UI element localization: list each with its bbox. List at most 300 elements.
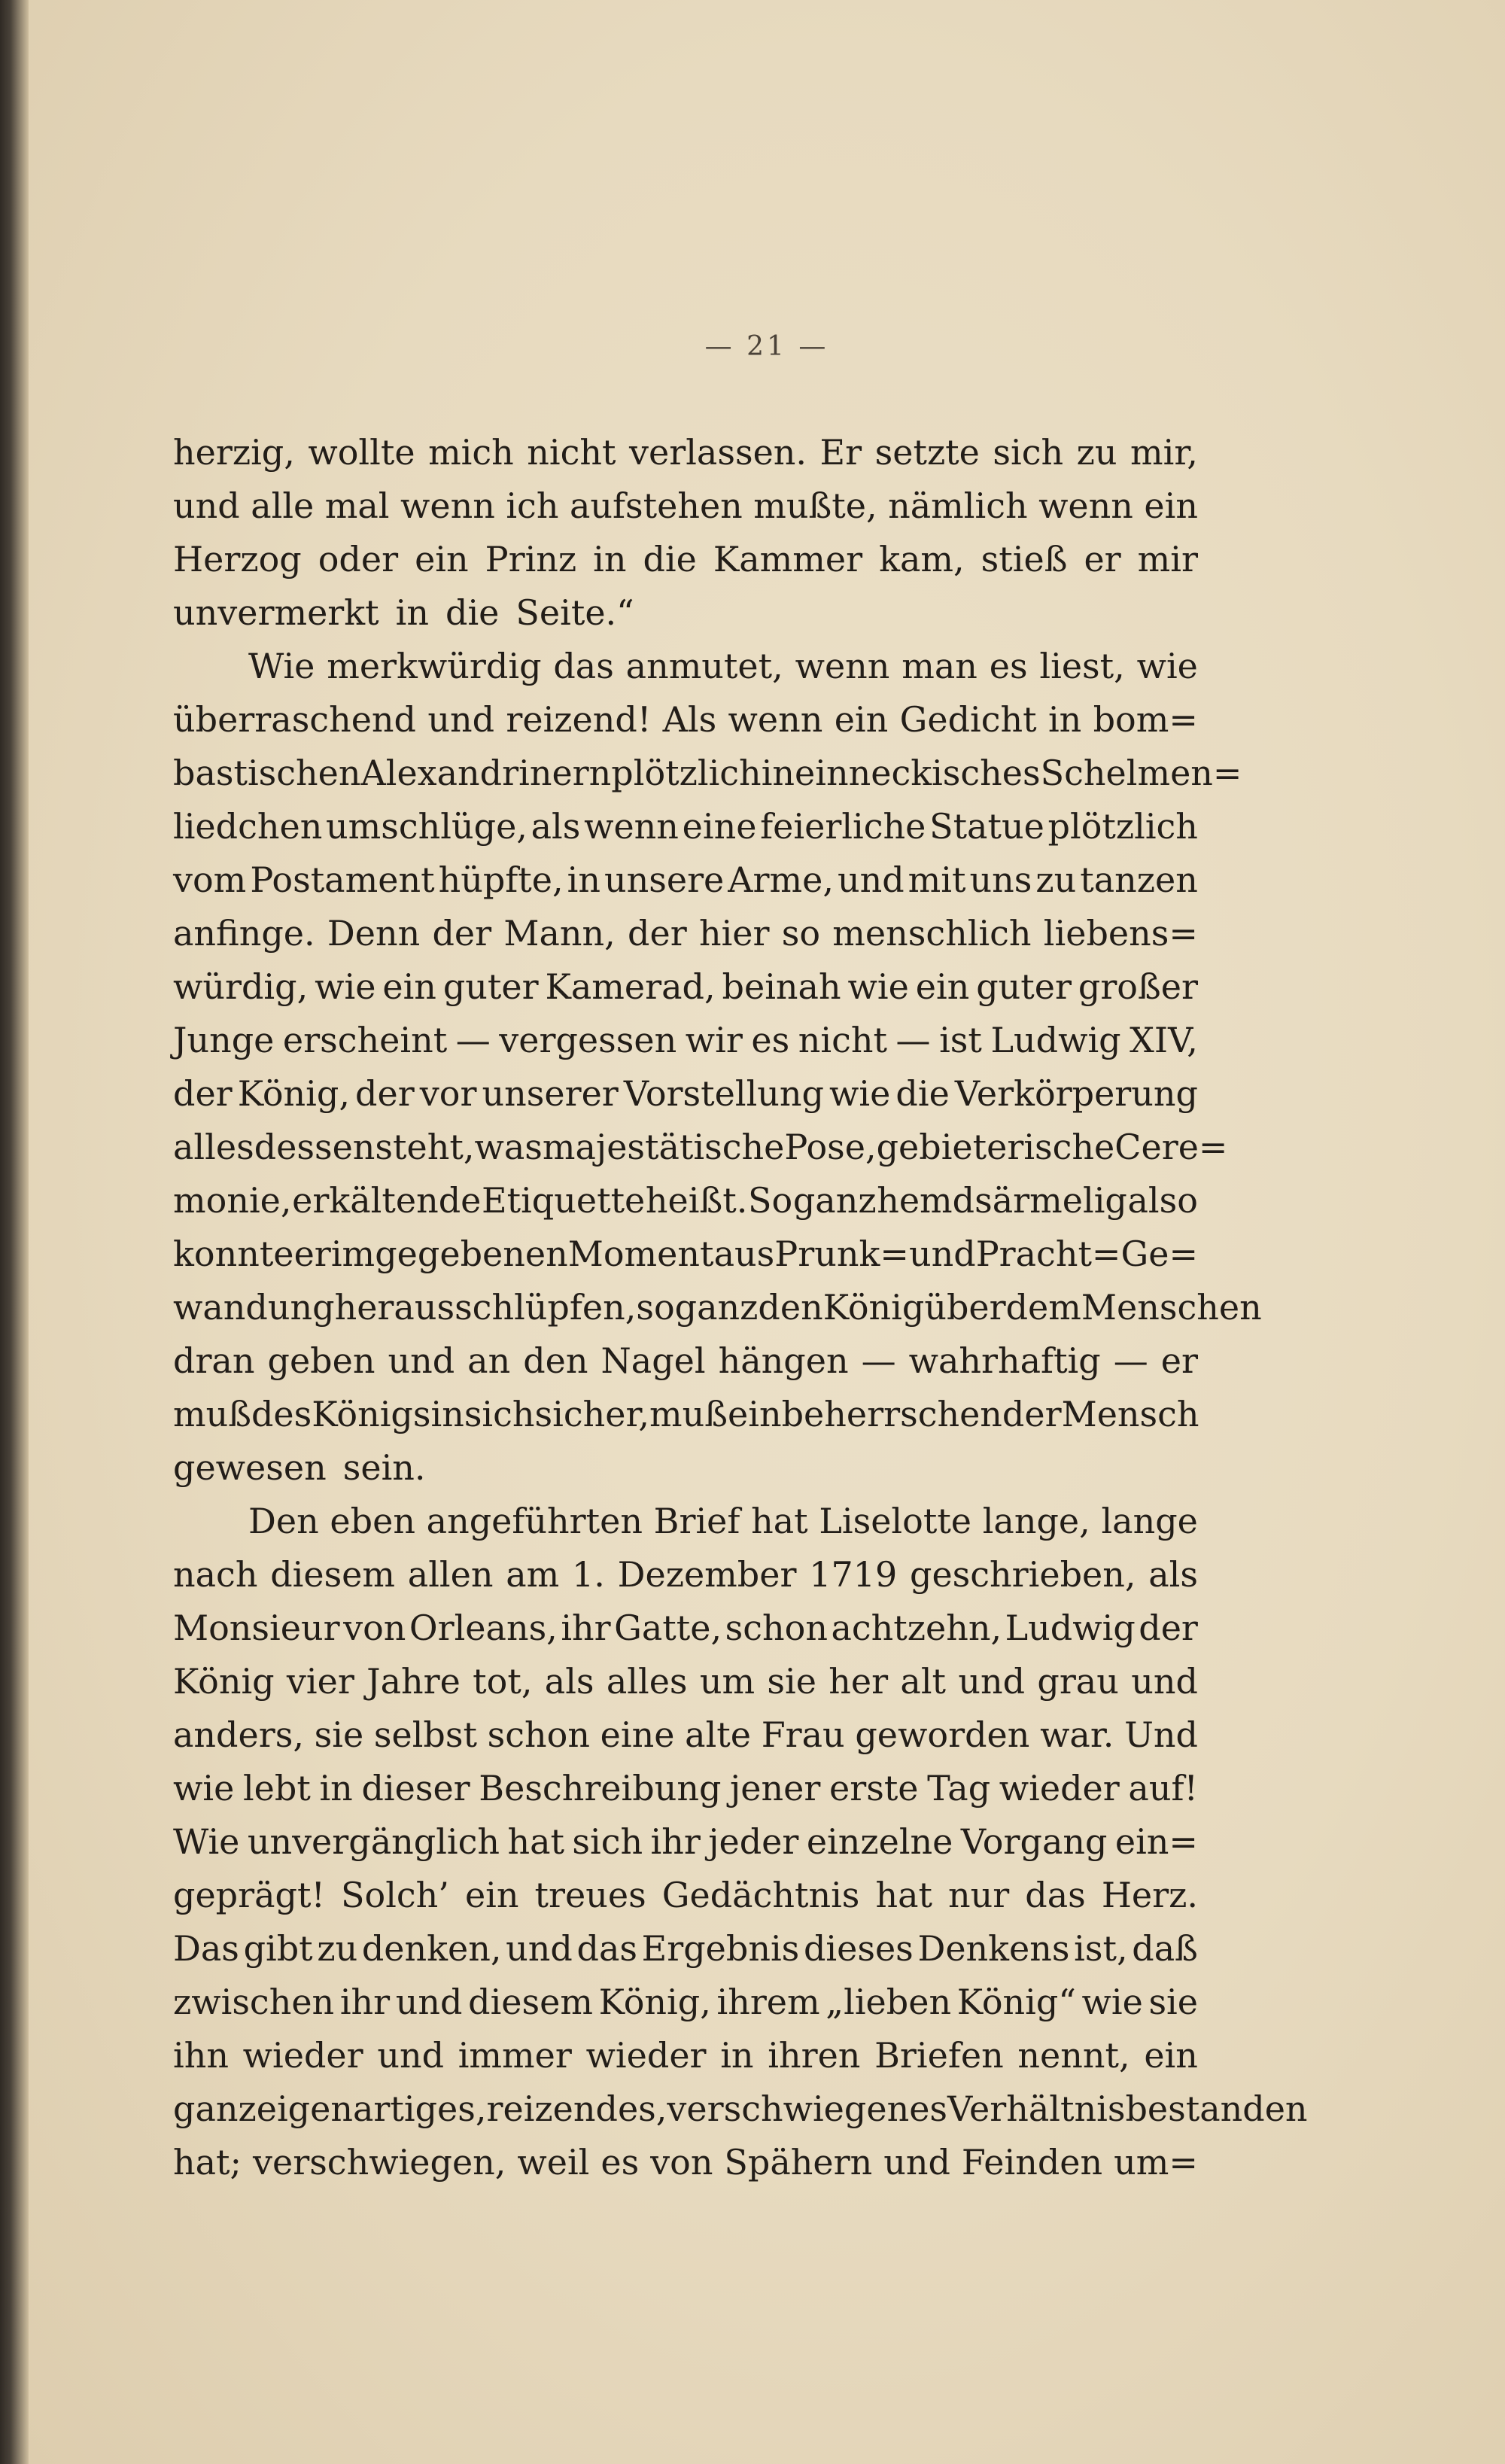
word: hat	[751, 1501, 808, 1541]
word: alles	[173, 1127, 254, 1167]
word: einzelne	[806, 1821, 953, 1862]
word: muß	[649, 1394, 728, 1434]
word: Feinden	[961, 2142, 1103, 2183]
word: Etiquette	[482, 1180, 646, 1221]
word: wahrhaftig	[908, 1340, 1101, 1381]
word: eben	[330, 1501, 415, 1541]
word: achtzehn,	[831, 1608, 1002, 1648]
word: wenn	[795, 646, 890, 686]
text-line	[173, 1334, 1198, 1388]
word: Den	[248, 1501, 319, 1541]
word: dessen	[254, 1127, 375, 1167]
word: dem	[1005, 1287, 1081, 1328]
word: nicht	[798, 1020, 887, 1060]
text-line	[173, 1922, 1198, 1976]
word: ganz	[173, 2088, 257, 2129]
word: über	[924, 1287, 1006, 1328]
word: die	[643, 539, 697, 579]
word: Frau	[761, 1714, 845, 1755]
text-line	[173, 853, 1198, 907]
word: zu	[317, 1928, 358, 1969]
word: war.	[1040, 1714, 1114, 1755]
word: als	[531, 806, 581, 847]
word: ein=	[1114, 1821, 1198, 1862]
word: und	[427, 699, 495, 740]
word: ein	[464, 1875, 519, 1915]
word: ein	[415, 539, 469, 579]
paragraph-start-line	[173, 1495, 1198, 1548]
text-line	[173, 479, 1198, 533]
word: Dezember	[617, 1554, 797, 1595]
word: wollte	[308, 432, 415, 473]
word: ist,	[1074, 1928, 1128, 1969]
word: ein	[834, 699, 889, 740]
word: Statue	[929, 806, 1044, 847]
word: aufstehen	[569, 485, 743, 526]
word: Vorgang	[960, 1821, 1108, 1862]
word: von	[343, 1608, 406, 1648]
word: auf!	[1128, 1768, 1198, 1808]
word: ich	[506, 485, 559, 526]
word: sich	[464, 1394, 535, 1434]
word: König,	[237, 1073, 350, 1114]
word: ein	[728, 1394, 782, 1434]
word: in	[1047, 699, 1082, 740]
word: ihr	[561, 1608, 611, 1648]
text-line	[173, 1548, 1198, 1602]
word: gewesen	[173, 1447, 327, 1488]
word: Junge	[173, 1020, 275, 1060]
word: zwischen	[173, 1982, 335, 2022]
word: unvermerkt	[173, 592, 379, 633]
word: zu	[1076, 432, 1117, 473]
word: Denn	[327, 913, 421, 954]
word: hat	[507, 1821, 564, 1862]
word: denken,	[361, 1928, 502, 1969]
word: er	[1084, 539, 1121, 579]
word: reizendes,	[486, 2088, 667, 2129]
paragraph-start-line	[173, 640, 1198, 693]
word: großer	[1078, 966, 1198, 1007]
word: beherrschender	[781, 1394, 1062, 1434]
word: zu	[1035, 859, 1077, 900]
word: der	[432, 913, 492, 954]
word: um=	[1114, 2142, 1198, 2183]
word: diesem	[468, 1982, 593, 2022]
word: unserer	[482, 1073, 619, 1114]
word: oder	[318, 539, 399, 579]
word: mal	[324, 485, 390, 526]
word: Und	[1124, 1714, 1198, 1755]
word: Nagel	[600, 1340, 706, 1381]
word: Königs	[312, 1394, 431, 1434]
word: Das	[173, 1928, 239, 1969]
word: ein	[915, 966, 970, 1007]
word: am	[506, 1554, 560, 1595]
text-line	[173, 1281, 1262, 1334]
word: —	[1113, 1340, 1148, 1381]
word: Gatte,	[614, 1608, 722, 1648]
word: alle	[251, 485, 315, 526]
word: Liselotte	[819, 1501, 972, 1541]
word: der	[173, 1073, 233, 1114]
word: dieses	[803, 1928, 914, 1969]
word: Ergebnis	[641, 1928, 800, 1969]
word: so	[636, 1287, 675, 1328]
word: in	[593, 539, 627, 579]
word: in	[567, 859, 600, 900]
word: Mensch	[1061, 1394, 1199, 1434]
word: bestanden	[1125, 2088, 1308, 2129]
word: feierliche	[760, 806, 926, 847]
word: diesem	[270, 1554, 396, 1595]
text-line	[173, 693, 1198, 747]
word: wie	[315, 966, 376, 1007]
text-line	[173, 1762, 1198, 1815]
word: es	[600, 2142, 640, 2183]
word: also	[1127, 1180, 1198, 1221]
word: vom	[173, 859, 247, 900]
word: in	[761, 753, 795, 793]
text-line	[173, 1708, 1198, 1762]
word: herausschlüpfen,	[334, 1287, 637, 1328]
word: verschwiegenes	[667, 2088, 948, 2129]
word: verlassen.	[629, 432, 807, 473]
word: in	[430, 1394, 464, 1434]
word: König“	[956, 1982, 1076, 2022]
word: sie	[767, 1661, 816, 1702]
word: in	[395, 592, 429, 633]
word: wie	[173, 1768, 235, 1808]
word: Gedächtnis	[661, 1875, 860, 1915]
word: Ludwig	[1005, 1608, 1136, 1648]
word: würdig,	[173, 966, 309, 1007]
word: den	[758, 1287, 823, 1328]
body-text	[173, 426, 1308, 2189]
word: lebt	[242, 1768, 311, 1808]
word: hemdsärmelig	[877, 1180, 1127, 1221]
word: Alexandrinern	[360, 753, 612, 793]
word: erkältende	[292, 1180, 482, 1221]
word: mir,	[1130, 432, 1198, 473]
word: mit	[908, 859, 966, 900]
word: hat	[875, 1875, 932, 1915]
word: und	[958, 1661, 1026, 1702]
word: schon	[725, 1608, 828, 1648]
word: heißt.	[645, 1180, 748, 1221]
word: alles	[606, 1661, 688, 1702]
word: Verkörperung	[954, 1073, 1198, 1114]
word: Wie	[248, 646, 315, 686]
word: geprägt!	[173, 1875, 325, 1915]
word: allen	[407, 1554, 494, 1595]
word: beinah	[722, 966, 841, 1007]
word: ihr	[650, 1821, 701, 1862]
word: Herz.	[1101, 1875, 1198, 1915]
word: Verhältnis	[947, 2088, 1126, 2129]
word: das	[1025, 1875, 1086, 1915]
word: plötzlich	[1047, 806, 1198, 847]
word: ist	[939, 1020, 982, 1060]
word: —	[861, 1340, 896, 1381]
word: Mann,	[503, 913, 616, 954]
word: er	[1160, 1340, 1198, 1381]
word: anmutet,	[625, 646, 783, 686]
word: und	[388, 1340, 455, 1381]
word: XIV,	[1130, 1020, 1198, 1060]
word: muß	[173, 1394, 251, 1434]
text-line	[173, 960, 1198, 1014]
word: tanzen	[1080, 859, 1198, 900]
word: grau	[1037, 1661, 1119, 1702]
word: Pose,	[784, 1127, 877, 1167]
word: herzig,	[173, 432, 295, 473]
word: guter	[442, 966, 539, 1007]
word: mir	[1137, 539, 1198, 579]
word: Beschreibung	[479, 1768, 722, 1808]
word: wenn	[1038, 485, 1133, 526]
word: er	[293, 1234, 331, 1274]
word: —	[895, 1020, 931, 1060]
word: wandung	[173, 1287, 335, 1328]
word: ihr	[339, 1982, 391, 2022]
word: als	[1148, 1554, 1198, 1595]
word: der	[628, 913, 687, 954]
word: mußte,	[753, 485, 877, 526]
word: sicher,	[534, 1394, 650, 1434]
word: vier	[286, 1661, 354, 1702]
word: und	[837, 859, 905, 900]
word: steht,	[375, 1127, 475, 1167]
word: eine	[600, 1714, 675, 1755]
word: unsere	[604, 859, 725, 900]
word: und	[506, 1928, 573, 1969]
word: unvergänglich	[247, 1821, 500, 1862]
word: nämlich	[888, 485, 1028, 526]
word: nicht	[527, 432, 616, 473]
word: ein	[1144, 485, 1198, 526]
word: wenn	[728, 699, 823, 740]
text-line	[173, 586, 1198, 640]
word: So	[747, 1180, 793, 1221]
word: erscheint	[282, 1020, 448, 1060]
word: wie	[847, 966, 909, 1007]
word: dran	[173, 1340, 255, 1381]
word: sich	[572, 1821, 643, 1862]
word: Kammer	[713, 539, 863, 579]
word: Wie	[173, 1821, 240, 1862]
text-line	[173, 1067, 1198, 1121]
word: wie	[1136, 646, 1198, 686]
word: und	[395, 1982, 463, 2022]
text-line	[173, 800, 1198, 853]
word: Seite.“	[515, 592, 634, 633]
word: und	[908, 1234, 976, 1274]
word: vergessen	[499, 1020, 677, 1060]
word: König	[173, 1661, 275, 1702]
word: Herzog	[173, 539, 302, 579]
text-line	[173, 1602, 1198, 1655]
word: anfinge.	[173, 913, 315, 954]
word: König,	[598, 1982, 711, 2022]
text-line	[173, 1121, 1228, 1174]
word: ganz	[674, 1287, 759, 1328]
word: an	[467, 1340, 511, 1381]
word: gegebenen	[375, 1234, 568, 1274]
word: daß	[1132, 1928, 1198, 1969]
word: man	[901, 646, 977, 686]
word: gibt	[243, 1928, 313, 1969]
word: jeder	[708, 1821, 799, 1862]
word: liest,	[1039, 646, 1125, 686]
word: Briefen	[874, 2035, 1004, 2076]
word: her	[829, 1661, 889, 1702]
word: sie	[1148, 1982, 1198, 2022]
text-line	[173, 2029, 1198, 2082]
word: ein	[1144, 2035, 1198, 2076]
text-line	[173, 1441, 1198, 1495]
word: sein.	[342, 1447, 426, 1488]
word: Brief	[653, 1501, 740, 1541]
word: Postament	[250, 859, 435, 900]
word: um	[699, 1661, 756, 1702]
word: hier	[698, 913, 770, 954]
text-line	[173, 1815, 1198, 1869]
book-page	[29, 0, 1505, 2464]
word: so	[781, 913, 821, 954]
word: das	[553, 646, 614, 686]
word: bom=	[1093, 699, 1198, 740]
word: ihrem	[716, 1982, 820, 2022]
word: überraschend	[173, 699, 416, 740]
word: stieß	[981, 539, 1068, 579]
word: es	[751, 1020, 790, 1060]
word: liedchen	[173, 806, 323, 847]
text-line	[173, 426, 1198, 479]
text-line	[173, 1014, 1198, 1067]
word: und	[173, 485, 240, 526]
word: 1719	[809, 1554, 898, 1595]
word: hängen	[718, 1340, 849, 1381]
word: es	[989, 646, 1028, 686]
word: Solch’	[340, 1875, 449, 1915]
word: Cere=	[1114, 1127, 1228, 1167]
text-line	[173, 1976, 1198, 2029]
word: eigenartiges,	[256, 2088, 487, 2129]
word: geben	[267, 1340, 375, 1381]
word: merkwürdig	[327, 646, 542, 686]
word: hat;	[173, 2142, 242, 2183]
word: weil	[517, 2142, 590, 2183]
word: tot,	[473, 1661, 533, 1702]
word: lange,	[982, 1501, 1090, 1541]
word: nennt,	[1017, 2035, 1130, 2076]
text-line	[173, 1869, 1198, 1922]
word: „lieben	[825, 1982, 952, 2022]
word: und	[883, 2142, 950, 2183]
word: was	[474, 1127, 543, 1167]
word: setzte	[874, 432, 980, 473]
word: kam,	[879, 539, 965, 579]
word: und	[1131, 1661, 1198, 1702]
word: 1.	[571, 1554, 605, 1595]
word: lange	[1101, 1501, 1198, 1541]
word: Jahre	[366, 1661, 461, 1702]
text-line	[173, 1174, 1198, 1227]
word: umschlüge,	[326, 806, 528, 847]
word: der	[1139, 1608, 1198, 1648]
word: Pracht=Ge=	[975, 1234, 1198, 1274]
word: plötzlich	[611, 753, 762, 793]
word: schon	[487, 1714, 590, 1755]
word: konnte	[173, 1234, 294, 1274]
word: im	[330, 1234, 375, 1274]
word: Gedicht	[899, 699, 1037, 740]
word: nach	[173, 1554, 258, 1595]
word: in	[319, 1768, 353, 1808]
word: monie,	[173, 1180, 292, 1221]
word: von	[650, 2142, 713, 2183]
word: gebieterische	[876, 1127, 1115, 1167]
word: das	[576, 1928, 637, 1969]
word: ihn	[173, 2035, 229, 2076]
word: liebens=	[1043, 913, 1198, 954]
word: Ludwig	[990, 1020, 1121, 1060]
word: menschlich	[832, 913, 1032, 954]
word: bastischen	[173, 753, 361, 793]
word: selbst	[373, 1714, 477, 1755]
text-line	[173, 747, 1242, 800]
word: die	[895, 1073, 950, 1114]
text-line	[173, 1227, 1198, 1281]
word: neckisches	[848, 753, 1041, 793]
word: als	[544, 1661, 594, 1702]
word: erste	[829, 1768, 919, 1808]
text-line	[173, 2136, 1198, 2189]
word: König	[822, 1287, 925, 1328]
word: eine	[682, 806, 757, 847]
word: vor	[419, 1073, 477, 1114]
word: anders,	[173, 1714, 304, 1755]
word: Kamerad,	[545, 966, 716, 1007]
word: wieder	[585, 2035, 707, 2076]
text-line	[173, 2082, 1308, 2136]
word: ihren	[768, 2035, 861, 2076]
word: angeführten	[426, 1501, 643, 1541]
word: geworden	[855, 1714, 1030, 1755]
word: treues	[534, 1875, 646, 1915]
word: Denkens	[917, 1928, 1070, 1969]
word: wieder	[999, 1768, 1120, 1808]
word: wenn	[584, 806, 679, 847]
word: wenn	[400, 485, 495, 526]
word: Tag	[927, 1768, 991, 1808]
word: mich	[428, 432, 514, 473]
word: —	[455, 1020, 491, 1060]
word: Monsieur	[173, 1608, 340, 1648]
word: uns	[969, 859, 1032, 900]
word: majestätische	[542, 1127, 785, 1167]
word: jener	[730, 1768, 821, 1808]
text-line	[173, 1655, 1198, 1708]
word: und	[377, 2035, 445, 2076]
word: alte	[685, 1714, 751, 1755]
text-line	[173, 533, 1198, 586]
word: die	[445, 592, 500, 633]
word: sie	[314, 1714, 364, 1755]
word: Orleans,	[409, 1608, 558, 1648]
word: wie	[829, 1073, 891, 1114]
